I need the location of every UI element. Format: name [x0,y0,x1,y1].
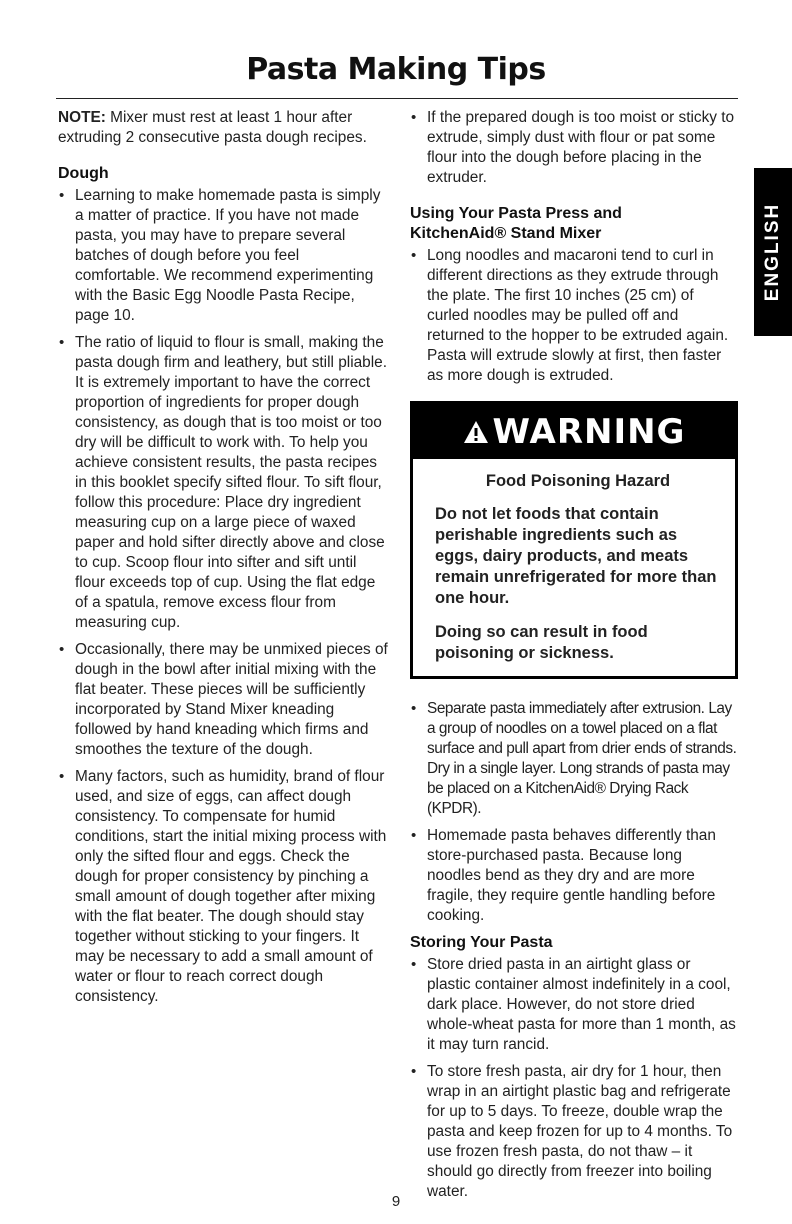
storing-item-dried: • Store dried pasta in an airtight glass or plastic container almost indefinitely in a cool, dark place. However, do not store dried whole-wheat pasta for more than 1 month, as it may turn rancid. [410,955,738,1055]
moist-dough-item: • If the prepared dough is too moist or sticky to extrude, simply dust with flour or pat some flour into the dough before placing in the extruder. [410,108,738,188]
storing-heading: Storing Your Pasta [410,934,553,951]
left-column [58,108,388,1014]
right-column [410,108,738,1209]
warning-triangle-icon [463,420,489,444]
warning-word: WARNING [492,411,686,452]
warning-header [413,404,735,459]
handling-item-behaves: • Homemade pasta behaves differently than store-purchased pasta. Because long noodles bend as they dry and are more fragile, they require gentle handling before cooking. [410,826,738,926]
dough-list [58,186,388,1007]
language-tab [754,168,792,336]
dough-heading: Dough [58,165,109,182]
dough-item-ratio: • The ratio of liquid to flour is small, making the pasta dough firm and leathery, but still pliable. It is extremely important to have the correct proportion of ingredients for proper dough consistency, as dough that is too moist or too dry will be difficult to work with. To help you achieve consistent results, the pasta recipes in this booklet specify sifted flour. To sift flour, follow this procedure: Place dry ingredient measuring cup on a large piece of waxed paper and hold sifter directly above and close to cup. Scoop flour into sifter and sift until flour exceeds top of cup. Using the flat edge of a spatula, remove excess flour from measuring cup. [58,333,388,633]
hazard-title: Food Poisoning Hazard [485,472,671,490]
title-rule [56,98,738,99]
note-text: Mixer must rest at least 1 hour after extruding 2 consecutive pasta dough recipes. [58,109,367,146]
dough-item-unmixed: • Occasionally, there may be unmixed pieces of dough in the bowl after initial mixing with the flat beater. These pieces will be sufficiently incorporated by Stand Mixer kneading followed by hand kneading which firms and smoothes the texture of the dough. [58,640,388,760]
dough-item-factors: • Many factors, such as humidity, brand of flour used, and size of eggs, can affect dough consistency. To compensate for humid conditions, start the initial mixing process with only the sifted flour and eggs. Check the dough for proper consistency by pinching a small amount of dough together after mixing with the flat beater. The dough should stay together without sticking to your fingers. It may be necessary to add a small amount of water or flour to reach correct dough consistency. [58,767,388,1007]
handling-list [410,699,738,926]
moist-dough-list [410,108,738,188]
language-tab-label: ENGLISH [762,202,784,302]
storing-list [410,955,738,1202]
note-label: NOTE: [58,109,106,126]
dough-item-practice: • Learning to make homemade pasta is simply a matter of practice. If you have not made pasta, you may have to prepare several batches of dough before you feel comfortable. We recommend experimenting with the Basic Egg Noodle Pasta Recipe, page 10. [58,186,388,326]
warning-paragraph-perishable: Do not let foods that contain perishable ingredients such as eggs, dairy products, and meats remain unrefrigerated for more than one hour. [435,505,717,607]
using-item-curl: • Long noodles and macaroni tend to curl in different directions as they extrude through the plate. The first 10 inches (25 cm) of curled noodles may be pulled off and returned to the hopper to be extruded again. Pasta will extrude slowly at first, then faster as more dough is extruded. [410,246,738,386]
using-heading-line2: KitchenAid® Stand Mixer [410,225,602,242]
using-heading [410,204,738,244]
mixer-rest-note [58,108,388,148]
page-title: Pasta Making Tips [246,52,546,87]
using-list [410,246,738,386]
page-number: 9 [391,1193,401,1210]
using-heading-line1: Using Your Pasta Press and [410,205,622,222]
warning-box [410,401,738,679]
handling-item-separate: • Separate pasta immediately after extrusion. Lay a group of noodles on a towel placed on a flat surface and pull apart from drier ends of strands. Dry in a single layer. Long strands of pasta may be placed on a KitchenAid® Drying Rack (KPDR). [410,699,738,819]
warning-body [413,459,735,676]
storing-item-fresh: • To store fresh pasta, air dry for 1 hour, then wrap in an airtight plastic bag and refrigerate for up to 5 days. To freeze, double wrap the pasta and keep frozen for up to 4 months. To use frozen fresh pasta, do not thaw – it should go directly from freezer into boiling water. [410,1062,738,1202]
warning-paragraph-result: Doing so can result in food poisoning or sickness. [435,623,648,662]
